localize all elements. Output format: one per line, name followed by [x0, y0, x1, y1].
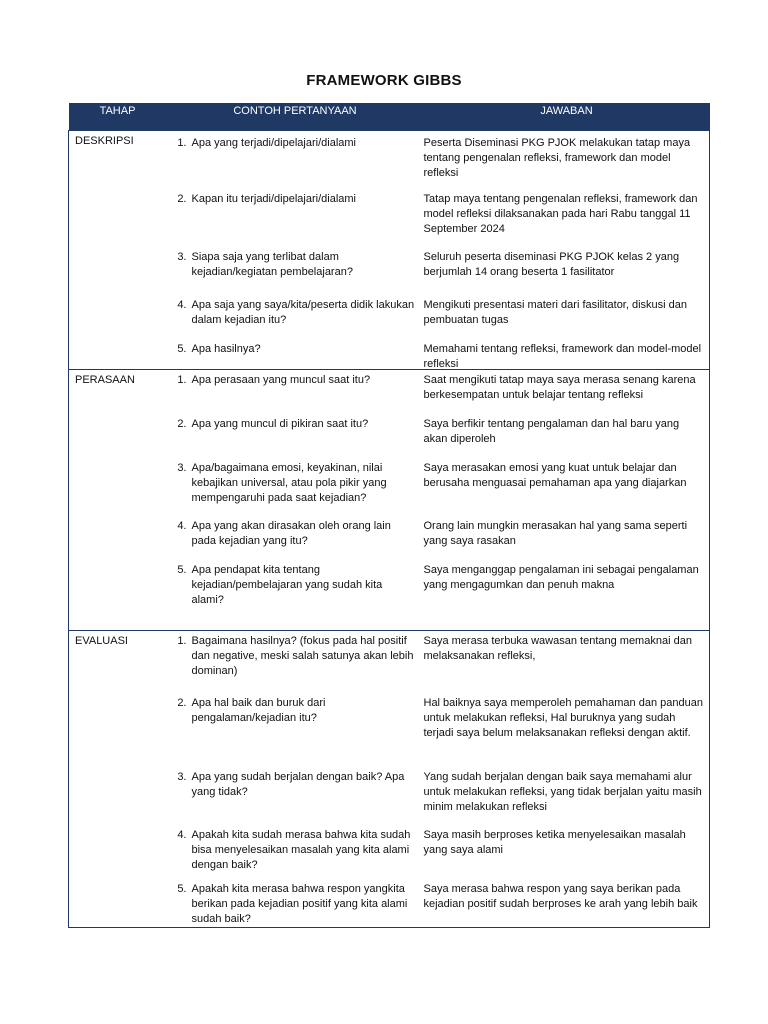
- question-item: [167, 825, 424, 879]
- question-text: Apakah kita sudah merasa bahwa kita sudah bisa menyelesaikan masalah yang kita alami dengan baik?: [191, 829, 411, 871]
- answer-text: Tatap maya tentang pengenalan refleksi, framework dan model refleksi dilaksanakan pada hari Rabu tanggal 11 September 2024: [423, 193, 698, 235]
- question-number: 2.: [177, 697, 187, 709]
- question-text: Siapa saja yang terlibat dalam kejadian/kegiatan pembelajaran?: [191, 251, 353, 278]
- question-item: [167, 560, 424, 630]
- question-number: 4.: [177, 299, 187, 311]
- question-item: [167, 295, 424, 339]
- question-item: [167, 693, 424, 767]
- question-item: [167, 131, 424, 189]
- question-text: Apa yang akan dirasakan oleh orang lain pada kejadian yang itu?: [191, 520, 391, 547]
- question-text: Apa pendapat kita tentang kejadian/pembelajaran yang sudah kita alami?: [191, 564, 383, 606]
- question-number: 4.: [177, 829, 187, 841]
- question-number: 2.: [177, 418, 187, 430]
- stage-label: PERASAAN: [69, 370, 167, 631]
- question-number: 3.: [177, 251, 187, 263]
- question-item: [167, 370, 424, 414]
- question-number: 3.: [177, 462, 187, 474]
- answer-text: Seluruh peserta diseminasi PKG PJOK kelas 2 yang berjumlah 14 orang beserta 1 fasilitator: [423, 251, 680, 278]
- question-text: Apa/bagaimana emosi, keyakinan, nilai kebajikan universal, atau pola pikir yang mempengaruhi pada saat kejadian?: [191, 462, 387, 504]
- question-item: [167, 189, 424, 247]
- question-text: Apa yang muncul di pikiran saat itu?: [191, 418, 369, 430]
- table-header-row: [69, 103, 710, 131]
- question-item: [167, 414, 424, 458]
- question-text: Apa perasaan yang muncul saat itu?: [191, 374, 371, 386]
- question-text: Bagaimana hasilnya? (fokus pada hal positif dan negative, meski salah satunya akan lebih dominan): [191, 635, 414, 677]
- question-text: Apa saja yang saya/kita/peserta didik lakukan dalam kejadian itu?: [191, 299, 415, 326]
- question-item: [167, 631, 424, 693]
- section-row: [69, 631, 710, 928]
- question-text: Apa yang terjadi/dipelajari/dialami: [191, 137, 356, 149]
- question-text: Apa hasilnya?: [191, 343, 261, 355]
- question-item: [167, 247, 424, 295]
- question-number: 5.: [177, 564, 187, 576]
- answers-cell: [424, 131, 710, 370]
- questions-cell: [167, 631, 424, 928]
- header-jawaban: JAWABAN: [424, 103, 710, 131]
- question-item: [167, 339, 424, 369]
- question-number: 5.: [177, 883, 187, 895]
- answer-text: Saya merasakan emosi yang kuat untuk belajar dan berusaha menguasai pemahaman apa yang diajarkan: [423, 462, 687, 489]
- questions-cell: [167, 370, 424, 631]
- answer-text: Memahami tentang refleksi, framework dan model-model refleksi: [423, 343, 702, 370]
- question-item: [167, 879, 424, 927]
- question-text: Apa hal baik dan buruk dari pengalaman/kejadian itu?: [191, 697, 326, 724]
- answer-text: Saya merasa terbuka wawasan tentang memaknai dan melaksanakan refleksi,: [423, 635, 692, 662]
- answer-text: Saya merasa bahwa respon yang saya berikan pada kejadian positif sudah berproses ke arah yang lebih baik: [423, 883, 698, 910]
- question-number: 5.: [177, 343, 187, 355]
- header-tahap: TAHAP: [69, 103, 167, 131]
- question-number: 2.: [177, 193, 187, 205]
- answer-text: Yang sudah berjalan dengan baik saya memahami alur untuk melakukan refleksi, yang tidak berjalan yaitu masih minim melakukan refleksi: [423, 771, 702, 813]
- questions-cell: [167, 131, 424, 370]
- answer-text: Saya berfikir tentang pengalaman dan hal baru yang akan diperoleh: [423, 418, 680, 445]
- stage-label: DESKRIPSI: [69, 131, 167, 370]
- question-text: Apakah kita merasa bahwa respon yangkita berikan pada kejadian positif yang kita alami sudah baik?: [191, 883, 408, 925]
- answer-text: Peserta Diseminasi PKG PJOK melakukan tatap maya tentang pengenalan refleksi, framework dan model refleksi: [423, 137, 691, 179]
- question-text: Kapan itu terjadi/dipelajari/dialami: [191, 193, 356, 205]
- answer-text: Saat mengikuti tatap maya saya merasa senang karena berkesempatan untuk belajar tentang refleksi: [423, 374, 696, 401]
- answer-text: Saya menganggap pengalaman ini sebagai pengalaman yang mengagumkan dan penuh makna: [423, 564, 699, 591]
- question-number: 4.: [177, 520, 187, 532]
- question-item: [167, 516, 424, 560]
- answer-text: Hal baiknya saya memperoleh pemahaman dan panduan untuk melakukan refleksi, Hal buruknya yang sudah terjadi saya belum melaksanakan refleksi dengan aktif.: [423, 697, 703, 739]
- answers-cell: [424, 370, 710, 631]
- stage-label: EVALUASI: [69, 631, 167, 928]
- answer-text: Orang lain mungkin merasakan hal yang sama seperti yang saya rasakan: [423, 520, 688, 547]
- section-row: [69, 131, 710, 370]
- question-text: Apa yang sudah berjalan dengan baik? Apa yang tidak?: [191, 771, 405, 798]
- answers-cell: [424, 631, 710, 928]
- question-number: 1.: [177, 635, 187, 647]
- header-contoh-pertanyaan: CONTOH PERTANYAAN: [167, 103, 424, 131]
- question-number: 3.: [177, 771, 187, 783]
- section-row: [69, 370, 710, 631]
- answer-text: Mengikuti presentasi materi dari fasilitator, diskusi dan pembuatan tugas: [423, 299, 688, 326]
- document-title: FRAMEWORK GIBBS: [306, 72, 462, 89]
- answer-text: Saya masih berproses ketika menyelesaikan masalah yang saya alami: [423, 829, 686, 856]
- question-number: 1.: [177, 374, 187, 386]
- gibbs-framework-table: [68, 103, 710, 928]
- question-item: [167, 767, 424, 825]
- question-item: [167, 458, 424, 516]
- question-number: 1.: [177, 137, 187, 149]
